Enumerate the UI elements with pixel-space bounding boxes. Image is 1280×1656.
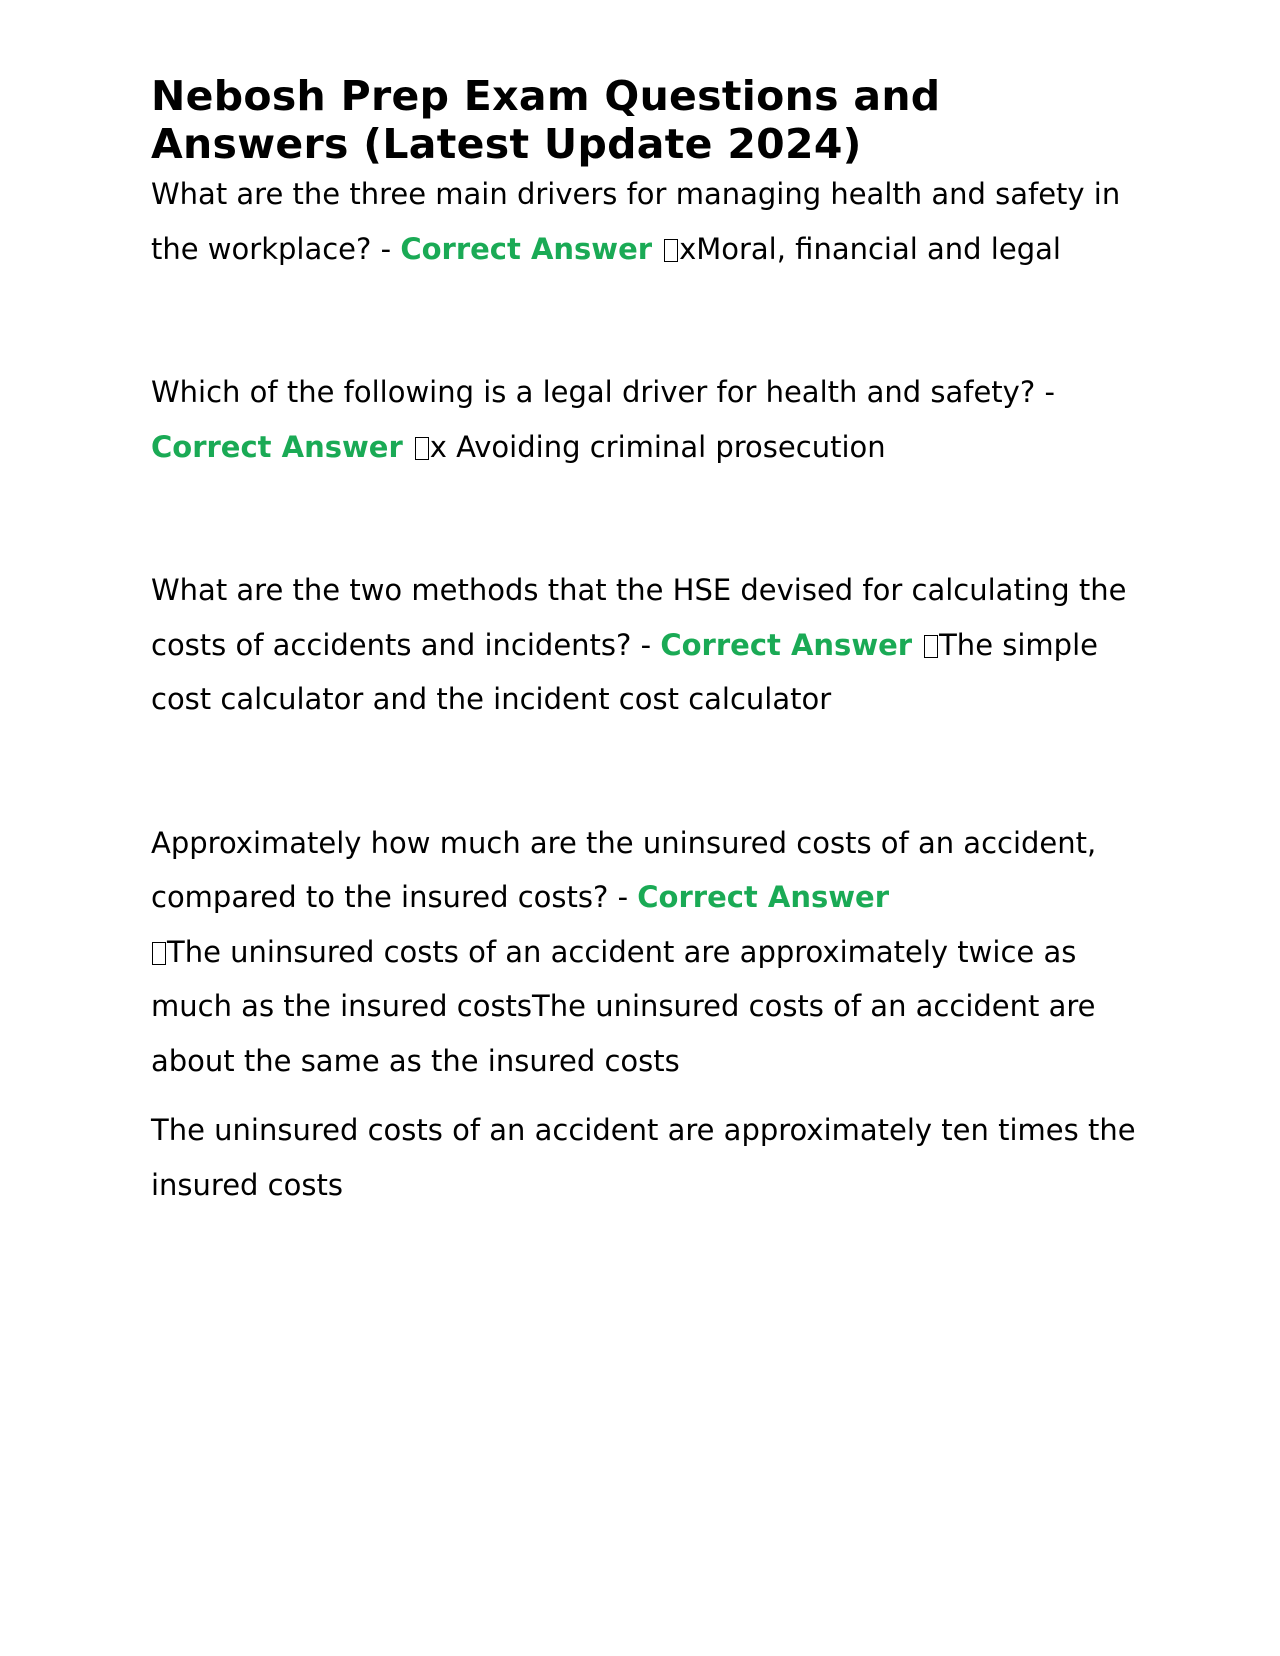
separator: -	[1035, 375, 1055, 409]
correct-answer-label: Correct Answer	[151, 429, 403, 464]
qa-entry-3	[151, 563, 1141, 727]
qa-entry-1	[151, 167, 1141, 276]
question-text: What are the three main drivers for managing health and safety in the workplace?	[151, 177, 1121, 266]
document-page	[151, 72, 1141, 1212]
missing-glyph-icon	[664, 239, 678, 262]
missing-glyph-icon	[924, 635, 938, 658]
missing-glyph-icon	[152, 942, 166, 965]
separator: -	[371, 231, 401, 266]
qa-entry-4	[151, 816, 1141, 1089]
missing-glyph-icon	[415, 437, 429, 460]
answer-text: x Avoiding criminal prosecution	[429, 429, 886, 464]
answer-text: The uninsured costs of an accident are approximately twice as much as the insured costsThe uninsured costs of an accident are about the same as the insured costs	[151, 934, 1096, 1078]
question-text: Approximately how much are the uninsured costs of an accident, compared to the insured costs?	[151, 825, 1097, 914]
answer-text: The simple cost calculator and the incident cost calculator	[151, 627, 1098, 716]
qa-entry-2	[151, 365, 1141, 474]
question-text: Which of the following is a legal driver for health and safety?	[151, 375, 1036, 409]
answer-text: xMoral, financial and legal	[679, 231, 1061, 266]
correct-answer-label: Correct Answer	[400, 231, 653, 266]
document-title: Nebosh Prep Exam Questions and Answers (Latest Update 2024)	[151, 72, 941, 168]
separator: -	[608, 880, 638, 914]
question-text: What are the two methods that the HSE devised for calculating the costs of accidents and incidents?	[151, 573, 1127, 662]
correct-answer-label: Correct Answer	[660, 627, 913, 662]
separator: -	[631, 627, 661, 662]
correct-answer-label: Correct Answer	[637, 880, 890, 914]
trailing-paragraph: The uninsured costs of an accident are approximately ten times the insured costs	[151, 1113, 1136, 1202]
